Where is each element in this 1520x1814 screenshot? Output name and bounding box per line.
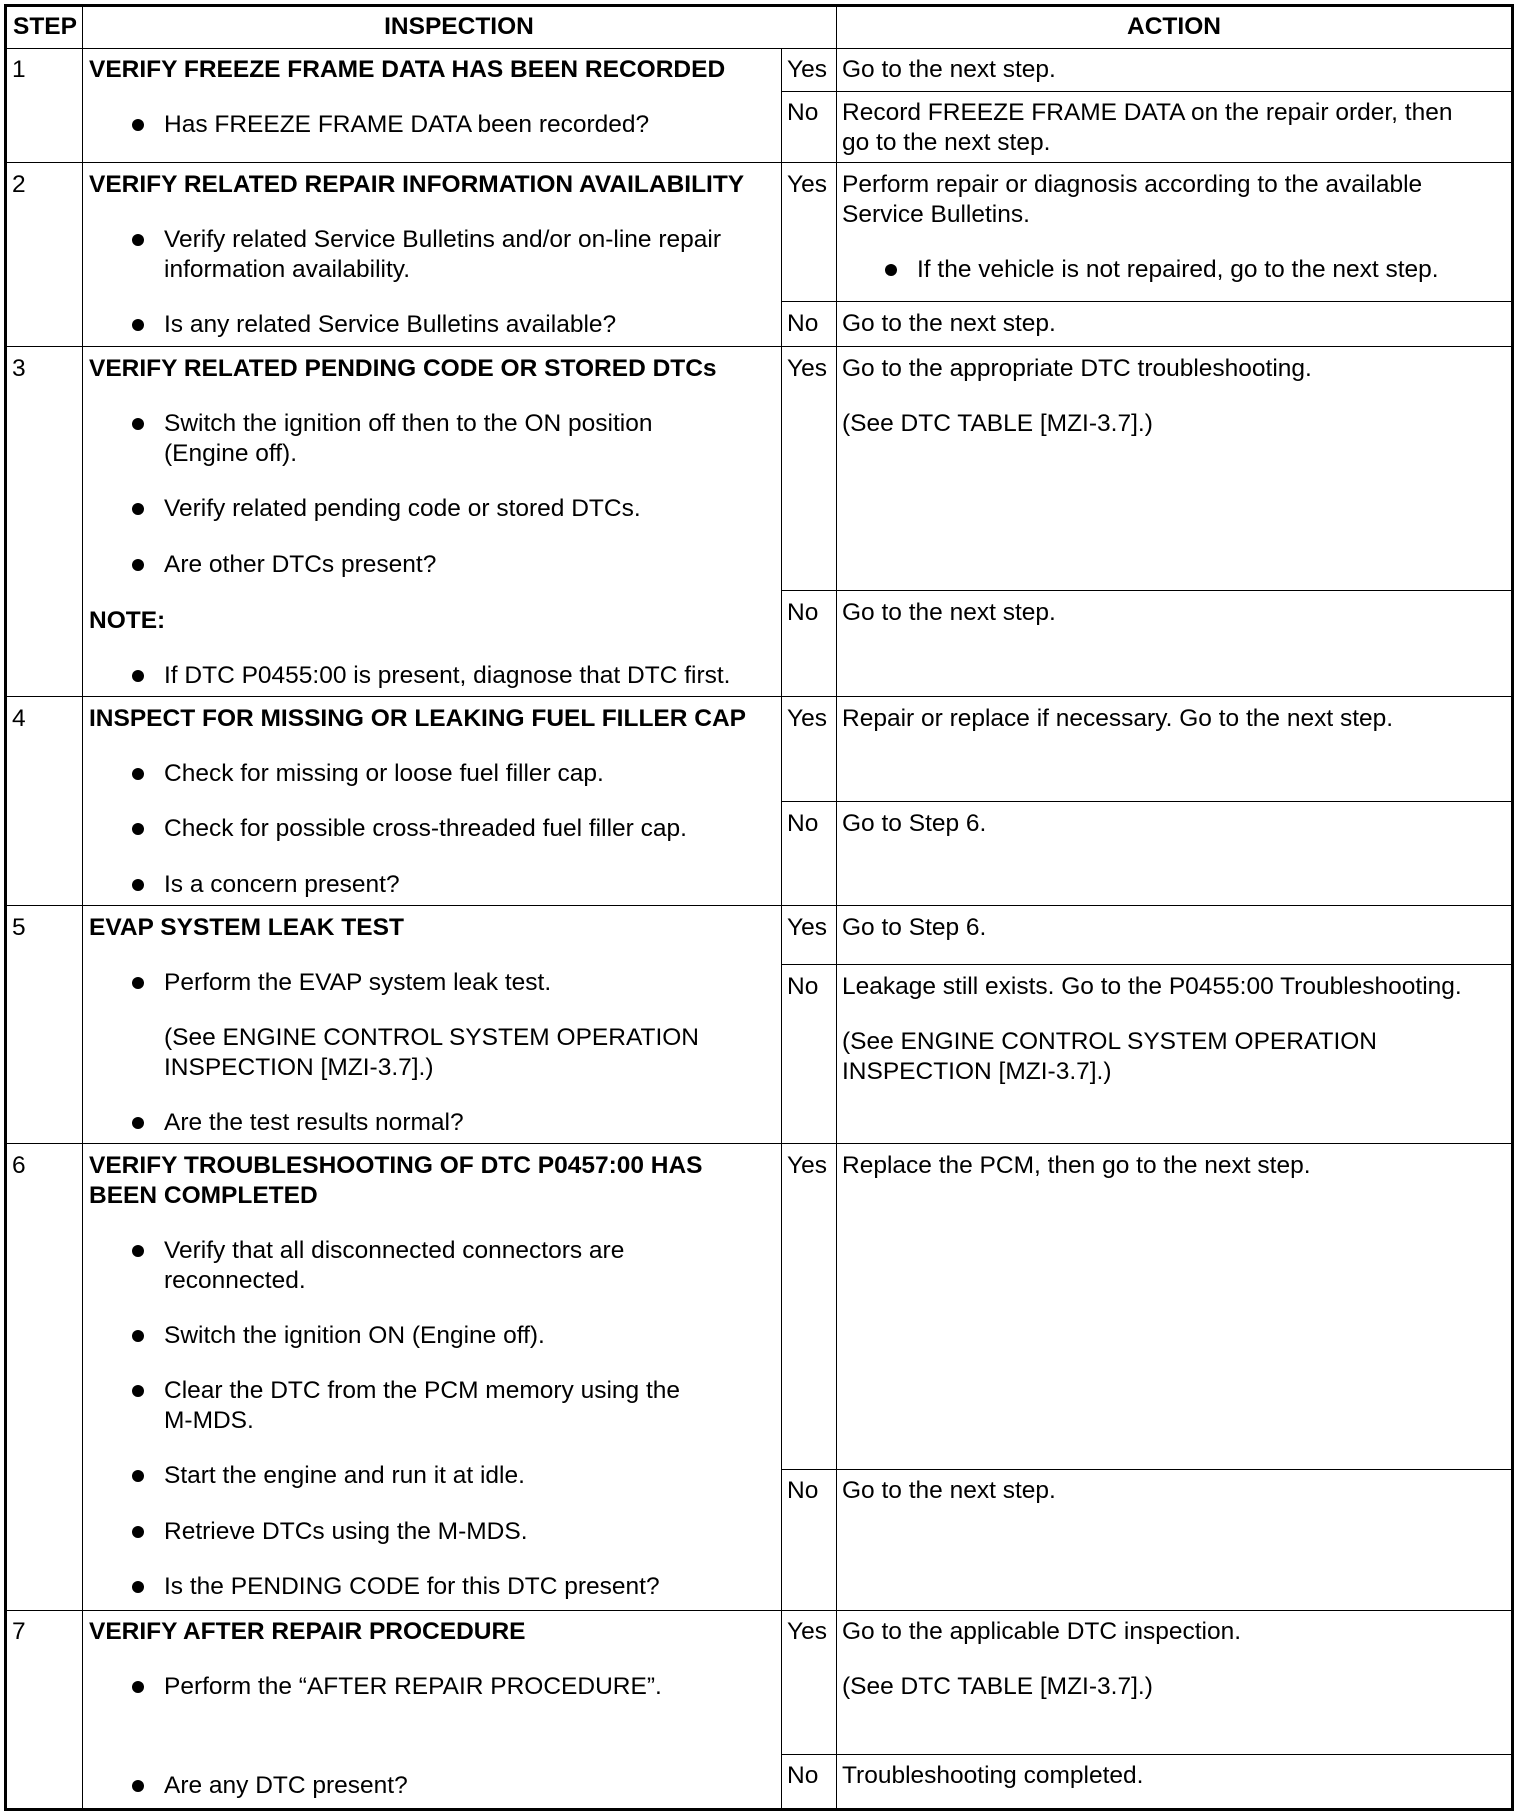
inspection-item: reconnected. — [164, 1267, 306, 1294]
yes-no-divider — [781, 801, 1513, 802]
yes-action-item: If the vehicle is not repaired, go to the next step. — [917, 256, 1439, 283]
no-label: No — [787, 1477, 819, 1504]
no-action: Go to Step 6. — [842, 810, 987, 837]
step-number: 3 — [12, 355, 26, 382]
step-number: 4 — [12, 705, 26, 732]
col-divider-step — [82, 5, 83, 1810]
yes-action: Repair or replace if necessary. Go to the next step. — [842, 705, 1394, 732]
bullet-icon — [132, 1581, 144, 1593]
yes-action: Go to the next step. — [842, 56, 1056, 83]
step-title: EVAP SYSTEM LEAK TEST — [89, 914, 404, 941]
yes-action: Replace the PCM, then go to the next step. — [842, 1152, 1311, 1179]
bullet-icon — [132, 1470, 144, 1482]
step-title: VERIFY FREEZE FRAME DATA HAS BEEN RECORDED — [89, 56, 726, 83]
bullet-icon — [132, 977, 144, 989]
bullet-icon — [132, 670, 144, 682]
yes-action: Perform repair or diagnosis according to the available — [842, 171, 1423, 198]
no-label: No — [787, 810, 819, 837]
inspection-item: M-MDS. — [164, 1407, 254, 1434]
no-action: Go to the next step. — [842, 599, 1056, 626]
step-number: 1 — [12, 56, 26, 83]
yes-action: Service Bulletins. — [842, 201, 1030, 228]
step-title: VERIFY RELATED PENDING CODE OR STORED DTCs — [89, 355, 717, 382]
inspection-item: (Engine off). — [164, 440, 298, 467]
inspection-item: Is any related Service Bulletins available? — [164, 311, 617, 338]
inspection-item: Clear the DTC from the PCM memory using the — [164, 1377, 681, 1404]
inspection-item: Switch the ignition ON (Engine off). — [164, 1322, 545, 1349]
yes-label: Yes — [787, 1618, 827, 1645]
bullet-icon — [132, 503, 144, 515]
step-title: VERIFY RELATED REPAIR INFORMATION AVAILABILITY — [89, 171, 745, 198]
yes-label: Yes — [787, 914, 827, 941]
header-inspection: INSPECTION — [384, 13, 534, 40]
bullet-icon — [132, 319, 144, 331]
no-action: go to the next step. — [842, 129, 1051, 156]
inspection-item: Perform the “AFTER REPAIR PROCEDURE”. — [164, 1673, 662, 1700]
inspection-item: Retrieve DTCs using the M-MDS. — [164, 1518, 528, 1545]
header-step: STEP — [13, 13, 77, 40]
bullet-icon — [132, 1681, 144, 1693]
yes-action: Go to the appropriate DTC troubleshooting. — [842, 355, 1312, 382]
no-label: No — [787, 310, 819, 337]
bullet-icon — [132, 768, 144, 780]
inspection-item: Are the test results normal? — [164, 1109, 464, 1136]
yes-no-divider — [781, 590, 1513, 591]
bullet-icon — [132, 879, 144, 891]
no-action: Leakage still exists. Go to the P0455:00 Troubleshooting. — [842, 973, 1462, 1000]
inspection-reference: INSPECTION [MZI-3.7].) — [164, 1054, 434, 1081]
yes-label: Yes — [787, 355, 827, 382]
no-action: Go to the next step. — [842, 1477, 1056, 1504]
step-number: 6 — [12, 1152, 26, 1179]
yes-no-divider — [781, 301, 1513, 302]
yes-action: Go to the applicable DTC inspection. — [842, 1618, 1242, 1645]
bullet-icon — [132, 119, 144, 131]
step-number: 5 — [12, 914, 26, 941]
no-label: No — [787, 99, 819, 126]
inspection-reference: (See ENGINE CONTROL SYSTEM OPERATION — [164, 1024, 700, 1051]
bullet-icon — [132, 1117, 144, 1129]
inspection-item: Switch the ignition off then to the ON position — [164, 410, 653, 437]
col-divider-yesno — [781, 48, 782, 1810]
inspection-item: Verify related Service Bulletins and/or on-line repair — [164, 226, 721, 253]
row-divider — [5, 696, 1513, 697]
yes-label: Yes — [787, 705, 827, 732]
inspection-item: Has FREEZE FRAME DATA been recorded? — [164, 111, 650, 138]
step-number: 2 — [12, 171, 26, 198]
no-action: Go to the next step. — [842, 310, 1056, 337]
no-label: No — [787, 1762, 819, 1789]
no-action: (See ENGINE CONTROL SYSTEM OPERATION — [842, 1028, 1378, 1055]
inspection-item: Start the engine and run it at idle. — [164, 1462, 525, 1489]
inspection-item: Verify that all disconnected connectors are — [164, 1237, 625, 1264]
inspection-item: Are any DTC present? — [164, 1772, 408, 1799]
row-divider — [5, 1610, 1513, 1611]
yes-label: Yes — [787, 56, 827, 83]
bullet-icon — [885, 264, 897, 276]
yes-action: Go to Step 6. — [842, 914, 987, 941]
no-action: Record FREEZE FRAME DATA on the repair order, then — [842, 99, 1453, 126]
yes-no-divider — [781, 91, 1513, 92]
yes-no-divider — [781, 964, 1513, 965]
yes-label: Yes — [787, 171, 827, 198]
inspection-item: Is the PENDING CODE for this DTC present? — [164, 1573, 660, 1600]
yes-action: (See DTC TABLE [MZI-3.7].) — [842, 1673, 1153, 1700]
inspection-item: Is a concern present? — [164, 871, 400, 898]
no-label: No — [787, 973, 819, 1000]
bullet-icon — [132, 823, 144, 835]
step-title: VERIFY AFTER REPAIR PROCEDURE — [89, 1618, 526, 1645]
yes-action: (See DTC TABLE [MZI-3.7].) — [842, 410, 1153, 437]
bullet-icon — [132, 1385, 144, 1397]
row-divider — [5, 346, 1513, 347]
inspection-item: Check for missing or loose fuel filler cap. — [164, 760, 604, 787]
step-title: INSPECT FOR MISSING OR LEAKING FUEL FILLER CAP — [89, 705, 746, 732]
inspection-item: Check for possible cross-threaded fuel filler cap. — [164, 815, 687, 842]
step-title: VERIFY TROUBLESHOOTING OF DTC P0457:00 HAS — [89, 1152, 703, 1179]
bullet-icon — [132, 1330, 144, 1342]
inspection-item: Are other DTCs present? — [164, 551, 437, 578]
yes-label: Yes — [787, 1152, 827, 1179]
bullet-icon — [132, 1526, 144, 1538]
header-action: ACTION — [1127, 13, 1221, 40]
no-label: No — [787, 599, 819, 626]
row-divider — [5, 162, 1513, 163]
step-title: BEEN COMPLETED — [89, 1182, 318, 1209]
inspection-item: Perform the EVAP system leak test. — [164, 969, 552, 996]
bullet-icon — [132, 559, 144, 571]
bullet-icon — [132, 418, 144, 430]
bullet-icon — [132, 234, 144, 246]
bullet-icon — [132, 1780, 144, 1792]
col-divider-action — [836, 5, 837, 1810]
no-action: INSPECTION [MZI-3.7].) — [842, 1058, 1112, 1085]
step-number: 7 — [12, 1618, 26, 1645]
note-label: NOTE: — [89, 607, 166, 634]
row-divider — [5, 1143, 1513, 1144]
yes-no-divider — [781, 1469, 1513, 1470]
note-item: If DTC P0455:00 is present, diagnose that DTC first. — [164, 662, 731, 689]
bullet-icon — [132, 1245, 144, 1257]
row-divider — [5, 905, 1513, 906]
inspection-item: information availability. — [164, 256, 411, 283]
yes-no-divider — [781, 1754, 1513, 1755]
row-divider — [5, 48, 1513, 49]
no-action: Troubleshooting completed. — [842, 1762, 1144, 1789]
inspection-item: Verify related pending code or stored DTCs. — [164, 495, 641, 522]
